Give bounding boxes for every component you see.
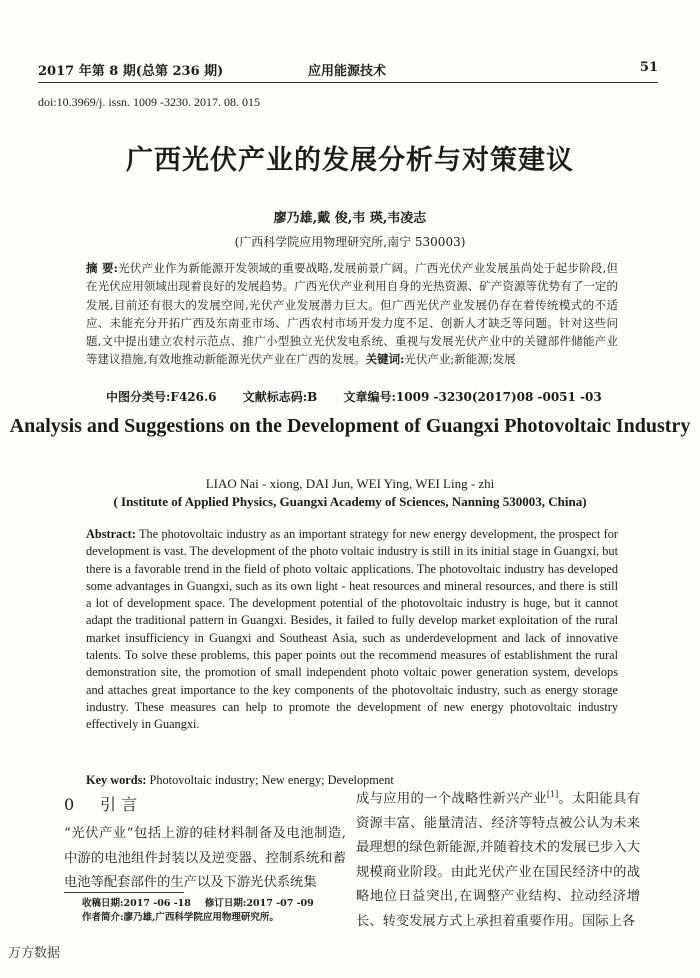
abstract-en-label: Abstract: <box>86 527 136 541</box>
abstract-text: 光伏产业作为新能源开发领域的重要战略,发展前景广阔。广西光伏产业发展虽尚处于起步阶段,但在光伏应用领域出现着良好的发展趋势。广西光伏产业利用自身的光热资源、矿产资源等优势有了一定的发展,目前还有很大的发展空间,光伏产业发展潜力巨大。但广西光伏产业发展仍存在着传统模式的不适应、未能充分开拓广西及东南亚市场、广西农村市场开发力度不足、创新人才缺乏等问题。针对这些问题,文中提出建立农村示范点、推广小型独立光伏发电系统、重视与发展光伏产业中的关键部件储能产业等建议措施,有效地推动新能源光伏产业在广西的发展。 <box>86 261 618 367</box>
body-right-text-2: 。太阳能具有资源丰富、能量清洁、经济等特点被公认为未来最理想的绿色新能源,并随着技术的发展已步入大规模商业阶段。由此光伏产业在国民经济中的战略地位日益突出,在调整产业结构、拉动经济增长、转变发展方式上承担着重要作用。国际上各 <box>356 791 640 929</box>
authors-english: LIAO Nai - xiong, DAI Jun, WEI Ying, WEI Ling - zhi <box>205 476 495 491</box>
page-number: 51 <box>639 60 658 75</box>
authors-chinese: 廖乃雄,戴 俊,韦 瑛,韦凌志 <box>273 211 427 226</box>
document-code: 文献标志码:B <box>242 390 318 404</box>
section-heading <box>64 792 137 815</box>
affiliation-english: ( Institute of Applied Physics, Guangxi Academy of Sciences, Nanning 530003, China) <box>113 494 587 509</box>
keywords-label: 关键词: <box>365 352 405 367</box>
keywords-en-text: Photovoltaic industry; New energy; Development <box>149 773 394 787</box>
section-number: 0 <box>64 795 75 814</box>
doi: doi:10.3969/j. issn. 1009 -3230. 2017. 08. 015 <box>38 95 261 109</box>
header-rule <box>38 82 658 83</box>
title-english: Analysis and Suggestions on the Development of Guangxi Photovoltaic Industry <box>9 415 691 437</box>
abstract-english <box>86 526 618 734</box>
abstract-chinese <box>86 259 618 369</box>
abstract-en-text: The photovoltaic industry as an important strategy for new energy development, the prospect for development is vast. The development of the photo voltaic industry is still in its initial stage in Guangxi, but there is a favorable trend in the field of photo voltaic applications. The photovoltaic industry has developed some advantages in Guangxi, such as its own light - heat resources and mineral resources, and there is still a lot of development space. The development potential of the photovoltaic industry is huge, but it cannot adapt the traditional pattern in Guangxi. Besides, it failed to fully develop market exploitation of the rural market insufficiency in Guangxi and Southeast Asia, such as underdevelopment and lack of innovative talents. To solve these problems, this paper points out the recommend measures of establishment the rural demonstration site, the promotion of small independent photo voltaic power generation system, develops and attaches great importance to the key components of the photovoltaic industry, such as energy storage industry. These measures can help to promote the development of new energy photovoltaic industry effectively in Guangxi. <box>86 527 618 732</box>
body-right-text-1: 成与应用的一个战略性新兴产业 <box>356 791 547 807</box>
section-title: 引 言 <box>100 795 138 814</box>
abstract-label: 摘 要: <box>86 261 118 275</box>
classification-line <box>106 388 636 405</box>
body-column-right <box>356 783 640 934</box>
keywords-text: 光伏产业;新能源;发展 <box>404 352 516 367</box>
journal-name: 应用能源技术 <box>308 64 387 79</box>
footnote <box>82 897 352 925</box>
received-date: 收稿日期:2017 -06 -18 <box>82 898 191 909</box>
title-chinese: 广西光伏产业的发展分析与对策建议 <box>126 145 574 176</box>
keywords-en-label: Key words: <box>86 773 147 787</box>
issue-info: 2017 年第 8 期(总第 236 期) <box>38 64 224 79</box>
article-number: 文章编号:1009 -3230(2017)08 -0051 -03 <box>343 390 602 404</box>
running-header <box>38 56 658 82</box>
author-bio: 作者简介:廖乃雄,广西科学院应用物理研究所。 <box>82 912 279 923</box>
revised-date: 修订日期:2017 -07 -09 <box>204 898 314 909</box>
affiliation-chinese: (广西科学院应用物理研究所,南宁 530003) <box>234 235 466 249</box>
citation-ref[interactable]: [1] <box>546 790 559 799</box>
watermark: 万方数据 <box>8 946 61 961</box>
body-column-left: “光伏产业”包括上游的硅材料制备及电池制造,中游的电池组件封装以及逆变器、控制系统和蓄电池等配套部件的生产以及下游光伏系统集 <box>64 826 346 890</box>
clc-number: 中图分类号:F426.6 <box>106 390 217 404</box>
footnote-rule <box>64 892 184 893</box>
